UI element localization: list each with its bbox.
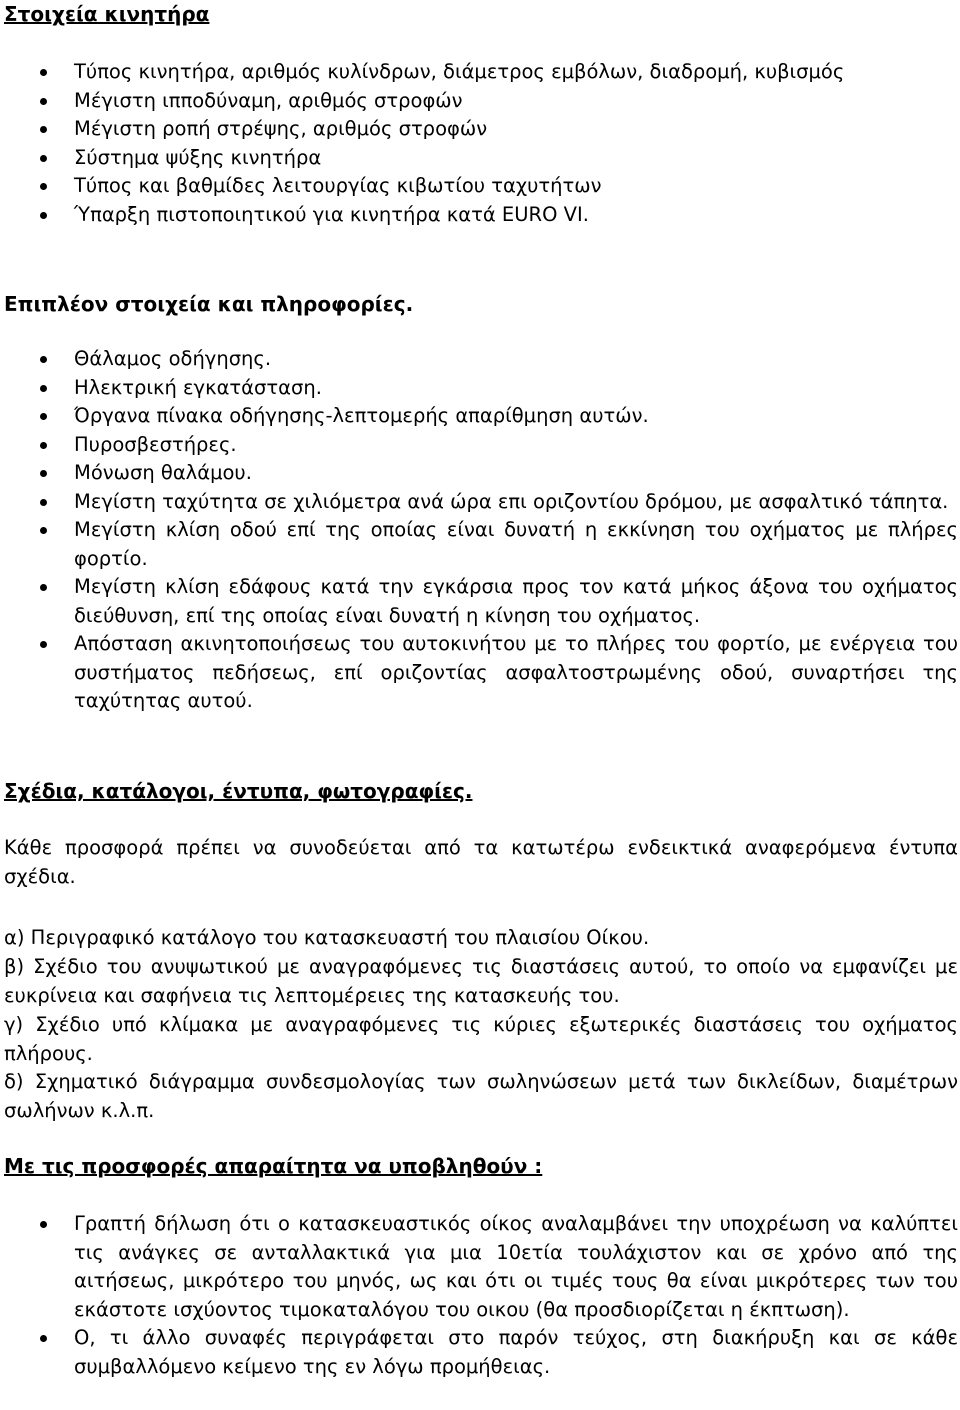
list-item: Μέγιστη ιπποδύναμη, αριθμός στροφών: [0, 87, 958, 116]
list-item: Μεγίστη κλίση οδού επί της οποίας είναι δυνατή η εκκίνηση του οχήματος με πλήρες φορτίο.: [0, 516, 958, 573]
bullet-icon: [40, 183, 47, 190]
bullet-icon: [40, 69, 47, 76]
bullet-icon: [40, 584, 47, 591]
list-item: Μεγίστη ταχύτητα σε χιλιόμετρα ανά ώρα επι οριζοντίου δρόμου, με ασφαλτικό τάπητα.: [0, 488, 958, 517]
list-item: Μέγιστη ροπή στρέψης, αριθμός στροφών: [0, 115, 958, 144]
bullet-icon: [40, 1221, 47, 1228]
bullet-icon: [40, 499, 47, 506]
list-item: Ύπαρξη πιστοποιητικού για κινητήρα κατά EURO VI.: [0, 201, 958, 230]
bullet-icon: [40, 155, 47, 162]
bullet-icon: [40, 641, 47, 648]
list-item: Τύπος κινητήρα, αριθμός κυλίνδρων, διάμετρος εμβόλων, διαδρομή, κυβισμός: [0, 58, 958, 87]
list-item: Μόνωση θαλάμου.: [0, 459, 958, 488]
drawings-item-a: α) Περιγραφικό κατάλογο του κατασκευαστή του πλαισίου Οίκου.: [4, 926, 650, 949]
list-item: Σύστημα ψύξης κινητήρα: [0, 144, 958, 173]
list-item: Γραπτή δήλωση ότι ο κατασκευαστικός οίκος αναλαμβάνει την υποχρέωση να καλύπτει τις ανάγκες σε ανταλλακτικά για μια 10ετία τουλάχιστον και σε χρόνο από της αιτήσεως, μικρότερο του μηνός, ως και ότι οι τιμές τους θα είναι μικρότερες των του εκάστοτε ισχύοντος τιμοκαταλόγου του οικου (θα προσδιορίζεται η έκπτωση).: [0, 1210, 958, 1324]
bullet-icon: [40, 98, 47, 105]
bullet-icon: [40, 442, 47, 449]
required-list: [0, 1210, 958, 1382]
list-item: Απόσταση ακινητοποιήσεως του αυτοκινήτου με το πλήρες του φορτίο, με ενέργεια του συστήματος πεδήσεως, επί οριζοντίας ασφαλτοστρωμένης οδού, συναρτήσει της ταχύτητας αυτού.: [0, 630, 958, 716]
list-item: Όργανα πίνακα οδήγησης-λεπτομερής απαρίθμηση αυτών.: [0, 402, 958, 431]
bullet-icon: [40, 527, 47, 534]
list-item: Ο, τι άλλο συναφές περιγράφεται στο παρόν τεύχος, στη διακήρυξη και σε κάθε συμβαλλόμενο κείμενο της εν λόγω προμήθειας.: [0, 1324, 958, 1381]
drawings-item-c: γ) Σχέδιο υπό κλίμακα με αναγραφόμενες τις κύριες εξωτερικές διαστάσεις του οχήματος πλήρους.: [4, 1013, 958, 1065]
list-item: Μεγίστη κλίση εδάφους κατά την εγκάρσια προς τον κατά μήκος άξονα του οχήματος διεύθυνση, επί της οποίας είναι δυνατή η κίνηση του οχήματος.: [0, 573, 958, 630]
extra-info-list: [0, 345, 958, 716]
bullet-icon: [40, 385, 47, 392]
list-item: Τύπος και βαθμίδες λειτουργίας κιβωτίου ταχυτήτων: [0, 172, 958, 201]
heading-engine: Στοιχεία κινητήρα: [4, 2, 210, 26]
heading-required: Με τις προσφορές απαραίτητα να υποβληθούν :: [4, 1154, 543, 1178]
bullet-icon: [40, 1335, 47, 1342]
list-item: Πυροσβεστήρες.: [0, 431, 958, 460]
drawings-intro: Κάθε προσφορά πρέπει να συνοδεύεται από τα κατωτέρω ενδεικτικά αναφερόμενα έντυπα σχέδια.: [4, 836, 958, 888]
list-item: Θάλαμος οδήγησης.: [0, 345, 958, 374]
heading-drawings: Σχέδια, κατάλογοι, έντυπα, φωτογραφίες.: [4, 779, 473, 803]
list-item: Ηλεκτρική εγκατάσταση.: [0, 374, 958, 403]
bullet-icon: [40, 413, 47, 420]
drawings-item-b: β) Σχέδιο του ανυψωτικού με αναγραφόμενες τις διαστάσεις αυτού, το οποίο να εμφανίζει με ευκρίνεια και σαφήνεια τις λεπτομέρειες της κατασκευής του.: [4, 955, 958, 1007]
drawings-item-d: δ) Σχηματικό διάγραμμα συνδεσμολογίας των σωληνώσεων μετά των δικλείδων, διαμέτρων σωλήνων κ.λ.π.: [4, 1070, 958, 1122]
engine-list: [0, 58, 958, 230]
bullet-icon: [40, 356, 47, 363]
bullet-icon: [40, 126, 47, 133]
bullet-icon: [40, 212, 47, 219]
bullet-icon: [40, 470, 47, 477]
heading-extra-info: Επιπλέον στοιχεία και πληροφορίες.: [4, 292, 414, 316]
